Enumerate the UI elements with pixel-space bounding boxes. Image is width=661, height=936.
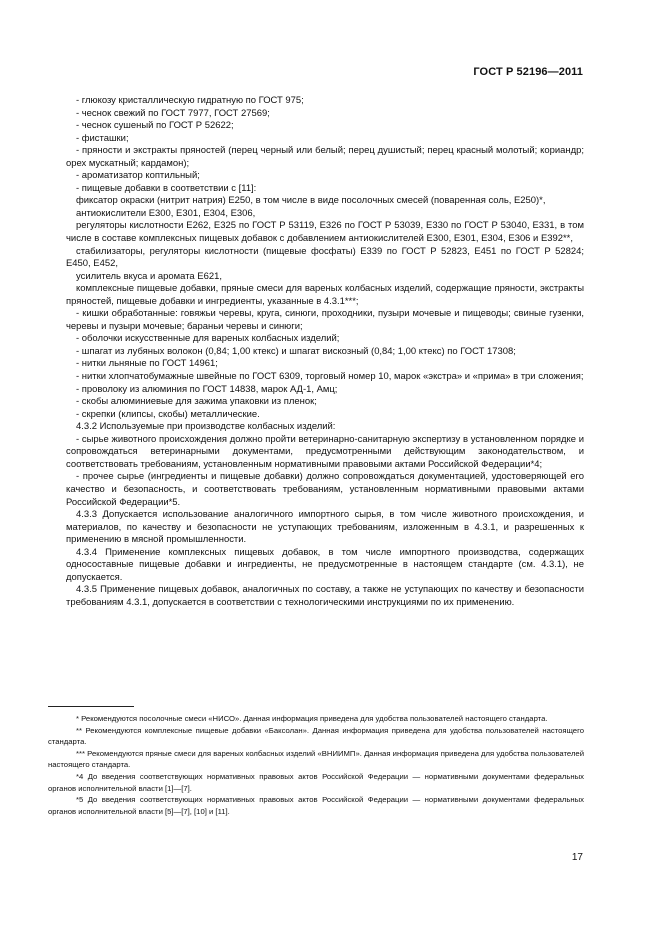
list-item: - проволоку из алюминия по ГОСТ 14838, марок АД-1, Амц; (76, 383, 338, 395)
footnote: * Рекомендуются посолочные смеси «НИСО». Данная информация приведена для удобства пользователей настоящего стандарта. (76, 714, 548, 723)
list-item: - нитки хлопчатобумажные швейные по ГОСТ 6309, торговый номер 10, марок «экстра» и «прима» в три сложения; (76, 371, 584, 383)
list-item: - скобы алюминиевые для зажима упаковки из пленок; (76, 396, 317, 408)
list-item: регуляторы кислотности Е262, Е325 по ГОСТ Р 53119, Е326 по ГОСТ Р 53039, Е330 по ГОСТ Р 53040, Е331, в том числе в составе комплексных пищевых добавок с добавлением антиокислителей Е300, Е301, Е304, Е306 и Е392**, (66, 220, 584, 245)
list-item: - оболочки искусственные для вареных колбасных изделий; (76, 333, 340, 345)
footnotes (48, 713, 584, 817)
list-item: антиокислители Е300, Е301, Е304, Е306, (76, 207, 256, 219)
list-item: - чеснок свежий по ГОСТ 7977, ГОСТ 27569; (76, 107, 270, 119)
footnote: *4 До введения соответствующих нормативных правовых актов Российской Федерации — нормативными документами федеральных органов исполнительной власти [1]—[7]. (48, 771, 584, 793)
list-item: - пряности и экстракты пряностей (перец черный или белый; перец душистый; перец красный молотый; кориандр; орех мускатный; кардамон); (66, 145, 584, 169)
list-item: - прочее сырье (ингредиенты и пищевые добавки) должно сопровождаться документацией, удостоверяющей его качество и безопасность, и соответствовать требованиям, установленным нормативными правовыми актами Российской Федерации*5. (66, 471, 584, 508)
footnote-divider (48, 706, 134, 707)
page-number: 17 (571, 852, 583, 863)
document-header: ГОСТ Р 52196—2011 (473, 66, 583, 78)
list-item: - скрепки (клипсы, скобы) металлические. (76, 408, 260, 420)
list-item: стабилизаторы, регуляторы кислотности (пищевые фосфаты) Е339 по ГОСТ Р 52823, Е451 по ГОСТ Р 52824; Е450, Е452, (66, 245, 584, 270)
main-text (66, 95, 584, 609)
footnote: ** Рекомендуются комплексные пищевые добавки «Баксолан». Данная информация приведена для удобства пользователей настоящего стандарта. (48, 725, 584, 747)
list-item: - фисташки; (76, 132, 129, 144)
list-item: усилитель вкуса и аромата Е621, (76, 270, 222, 282)
list-item: - ароматизатор коптильный; (76, 170, 200, 182)
footnote: *5 До введения соответствующих нормативных правовых актов Российской Федерации — нормативными документами федеральных органов исполнительной власти [5]—[7], [10] и [11]. (48, 795, 584, 816)
list-item: - сырье животного происхождения должно пройти ветеринарно-санитарную экспертизу в установленном порядке и сопровождаться ветеринарными документами, предусмотренными действующим законодательством, и соответствовать требованиям, установленным нормативными правовыми актами Российской Федерации*4; (66, 433, 584, 470)
list-item: фиксатор окраски (нитрит натрия) Е250, в том числе в виде посолочных смесей (поваренная соль, Е250)*, (76, 195, 546, 207)
list-item: - чеснок сушеный по ГОСТ Р 52622; (76, 120, 234, 132)
clause-paragraph: 4.3.5 Применение пищевых добавок, аналогичных по составу, а также не уступающих по качеству и безопасности требованиям 4.3.1, допускается в соответствии с технологическими инструкциями по их применению. (66, 584, 584, 608)
clause-paragraph: 4.3.4 Применение комплексных пищевых добавок, в том числе импортного производства, содержащих односоставные пищевые добавки и ингредиенты, не предусмотренные в настоящем стандарте (см. 4.3.1), не допускается. (66, 546, 584, 583)
clause-heading: 4.3.2 Используемые при производстве колбасных изделий: (76, 421, 336, 433)
list-item: - пищевые добавки в соответствии с [11]: (76, 182, 257, 194)
footnote: *** Рекомендуются пряные смеси для вареных колбасных изделий «ВНИИМП». Данная информация приведена для удобства пользователей настоящего стандарта. (48, 748, 584, 770)
list-item: - глюкозу кристаллическую гидратную по ГОСТ 975; (76, 95, 304, 106)
list-item: комплексные пищевые добавки, пряные смеси для вареных колбасных изделий, содержащие пряности, экстракты пряностей, пищевые добавки и ингредиенты, указанные в 4.3.1***; (66, 283, 584, 307)
list-item: - нитки льняные по ГОСТ 14961; (76, 358, 218, 370)
clause-paragraph: 4.3.3 Допускается использование аналогичного импортного сырья, в том числе животного происхождения, и материалов, по качеству и безопасности не уступающих требованиям, изложенным в 4.3.1, и разрешенных к применению в мясной промышленности. (66, 509, 584, 546)
list-item: - шпагат из лубяных волокон (0,84; 1,00 ктекс) и шпагат вискозный (0,84; 1,00 ктекс) по ГОСТ 17308; (76, 345, 516, 357)
list-item: - кишки обработанные: говяжьи черевы, круга, синюги, проходники, пузыри мочевые и пищеводы; свиные гузенки, черевы и пузыри мочевые; бараньи черевы и синюги; (66, 308, 584, 332)
